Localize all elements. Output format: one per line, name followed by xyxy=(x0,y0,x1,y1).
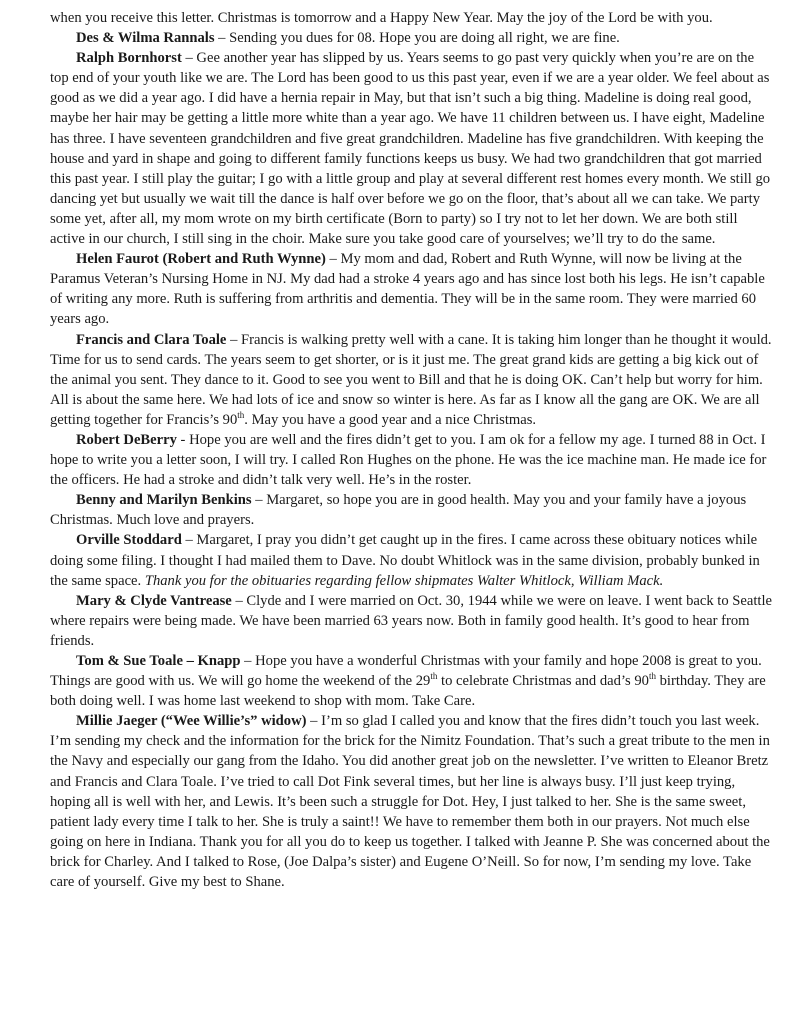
letter-text-after: . May you have a good year and a nice Christmas. xyxy=(244,411,537,428)
letter-bornhorst xyxy=(50,48,776,249)
letter-jaeger xyxy=(50,711,776,892)
letter-text: – Clyde and I were married on Oct. 30, 1944 while we were on leave. I went back to Seattle where repairs were being made. We have been married 63 years now. Both in family good health. It’s good to hear from friends. xyxy=(50,592,772,649)
letter-author: Benny and Marilyn Benkins xyxy=(76,492,252,509)
letter-text: – I’m so glad I called you and know that the fires didn’t touch you last week. I’m sending my check and the information for the brick for the Nimitz Foundation. That’s such a great tribute to the men in the Navy and especially our gang from the Idaho. You did another great job on the newsletter. I’ve written to Eleanor Bretz and Francis and Clara Toale. I’ve tried to call Dot Fink several times, but her line is always busy. I’ll just keep trying, hoping all is well with her, and Lewis. It’s been such a struggle for Dot. Hey, I just talked to her. She is the same sweet, patient lady every time I talk to her. She is truly a saint!! We have to remember them both in our prayers. Not much else going on here in Indiana. Thank you for all you do to keep us together. I talked with Jeanne P. She was concerned about the brick for Charley. And I talked to Rose, (Joe Dalpa’s sister) and Eugene O’Neill. So for now, I’m sending my love. Take care of yourself. Give my best to Shane. xyxy=(50,713,770,891)
letter-text: – My mom and dad, Robert and Ruth Wynne, will now be living at the Paramus Veteran’s Nursing Home in NJ. My dad had a stroke 4 years ago and has since lost both his legs. He isn’t capable of writing any more. Ruth is suffering from arthritis and dementia. They will be in the same room. They were married 60 years ago. xyxy=(50,251,765,328)
letter-text: - Hope you are well and the fires didn’t get to you. I am ok for a fellow my age. I turned 88 in Oct. I hope to write you a letter soon, I will try. I called Ron Hughes on the phone. He was the ice machine man. He made ice for the officers. He had a stroke and didn’t talk very well. He’s in the roster. xyxy=(50,431,767,489)
letter-faurot xyxy=(50,249,776,329)
ordinal-suffix: th xyxy=(648,671,656,682)
ordinal-suffix: th xyxy=(237,410,245,421)
letter-text: – Gee another year has slipped by us. Years seems to go past very quickly when you’re are on the top end of your youth like we are. The Lord has been good to us this past year, even if we are a year older. We feel about as good as we did a year ago. I did have a hernia repair in May, but that isn’t such a big thing. Madeline is doing real good, maybe her hair may be getting a little more white than a year ago. We have 11 children between us. I have eight, Madeline has three. I have seventeen grandchildren and five great grandchildren. Madeline has five grandchildren. With keeping the house and yard in shape and going to different family functions keeps us busy. We had two grandchildren that got married this past year. I still play the guitar; I go with a little group and play at several different rest homes every month. We still go dancing yet but usually we wait till the dance is half over before we go on the floor, that’s about all we can take. We party some yet, after all, my mom wrote on my birth certificate (Born to party) so I try not to let her down. We are both still active in our church, I still sing in the choir. Make sure you take good care of yourselves; we’ll try to do the same. xyxy=(50,50,771,248)
letter-author: Tom & Sue Toale – Knapp xyxy=(76,653,241,669)
letter-author: Orville Stoddard xyxy=(76,532,182,549)
letter-text: – Hope you have a wonderful Christmas with your family and hope 2008 is great to you. Things are good with us. We will go home the weekend of the 29 xyxy=(50,653,762,690)
letter-vantrease xyxy=(50,591,776,651)
letter-continuation xyxy=(50,8,776,28)
letter-francis-clara-toale xyxy=(50,330,776,430)
letter-author: Robert DeBerry xyxy=(76,431,177,448)
letter-author: Francis and Clara Toale xyxy=(76,331,227,348)
letter-text: – Margaret, so hope you are in good health. May you and your family have a joyous Christmas. Much love and prayers. xyxy=(50,492,747,529)
letter-toale-knapp xyxy=(50,651,776,711)
letter-author: Mary & Clyde Vantrease xyxy=(76,592,232,609)
editor-note: Thank you for the obituaries regarding fellow shipmates Walter Whitlock, William Mack. xyxy=(144,572,664,589)
letter-rannals xyxy=(50,28,776,48)
letter-author: Ralph Bornhorst xyxy=(76,50,182,67)
letter-deberry xyxy=(50,430,776,490)
letter-author: Des & Wilma Rannals xyxy=(76,30,215,47)
letter-text-after: birthday. They are both doing well. I was home last weekend to shop with mom. Take Care. xyxy=(50,673,766,710)
letter-text: – Margaret, I pray you didn’t get caught up in the fires. I came across these obituary notices while doing some filing. I thought I had mailed them to Dave. No doubt Whitlock was in the same division, probably bunked in the same space. xyxy=(50,532,760,589)
letter-author: Millie Jaeger (“Wee Willie’s” widow) xyxy=(76,713,307,730)
letter-text: – Francis is walking pretty well with a cane. It is taking him longer than he thought it would. Time for us to send cards. The years seem to get shorter, or is it just me. The great grand kids are getting a big kick out of the animal you sent. They dance to it. Good to see you went to Bill and that he is doing OK. Can’t help but worry for him. All is about the same here. We had lots of ice and snow so winter is here. As far as I know all the gang are OK. We are all getting together for Francis’s 90 xyxy=(50,331,772,428)
letter-author: Helen Faurot (Robert and Ruth Wynne) xyxy=(76,251,326,268)
letter-stoddard xyxy=(50,530,776,590)
letter-benkins xyxy=(50,490,776,530)
letter-text: – Sending you dues for 08. Hope you are doing all right, we are fine. xyxy=(214,30,620,47)
letter-text-after: to celebrate Christmas and dad’s 90 xyxy=(437,673,649,690)
ordinal-suffix: th xyxy=(430,671,438,682)
letter-text: when you receive this letter. Christmas is tomorrow and a Happy New Year. May the joy of the Lord be with you. xyxy=(50,10,713,26)
